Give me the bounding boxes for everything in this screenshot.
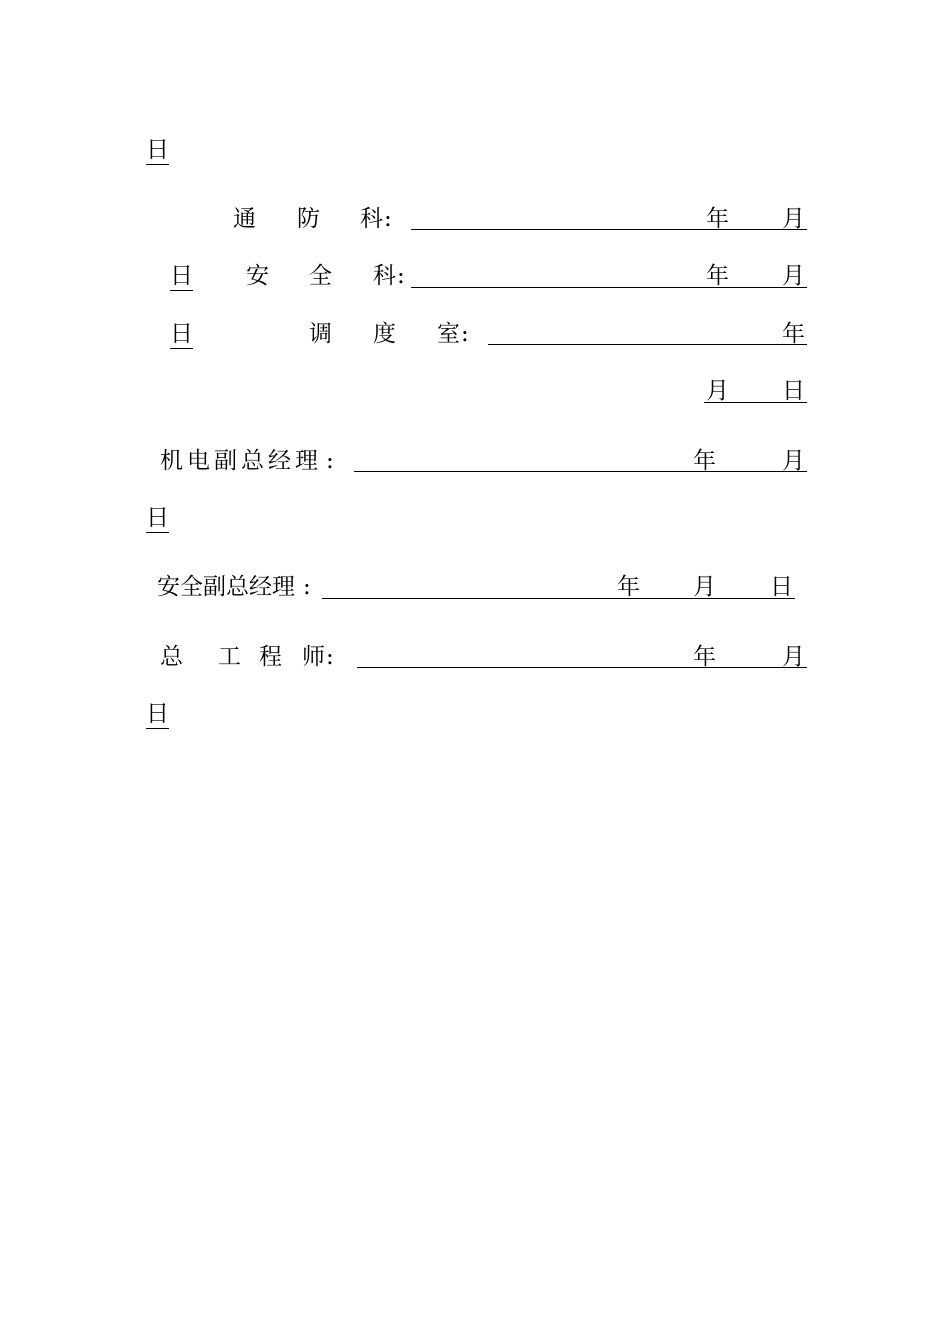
month-label: 月: [782, 263, 805, 289]
label-colon: :: [397, 263, 405, 289]
label-char-zong: 总: [160, 644, 183, 670]
day-label: 日: [170, 321, 193, 347]
year-label: 年: [693, 644, 716, 670]
signature-line[interactable]: [357, 667, 807, 668]
label-char-shi: 师: [302, 644, 325, 670]
signature-line[interactable]: [411, 229, 807, 230]
signature-line[interactable]: [354, 471, 807, 472]
label-char-an: 安: [246, 263, 269, 289]
day-label: 日: [770, 574, 793, 600]
month-label: 月: [782, 206, 805, 232]
label-char-quan: 全: [309, 263, 332, 289]
signature-line[interactable]: [411, 287, 807, 288]
label-char-cheng: 程: [259, 644, 282, 670]
year-label: 年: [782, 321, 805, 347]
label-char-ke: 科: [373, 263, 396, 289]
day-label: 日: [146, 701, 169, 727]
label-char-ke: 科: [360, 206, 383, 232]
label-colon: :: [326, 448, 334, 474]
label-char-du: 度: [373, 321, 396, 347]
day-label-top: 日: [146, 137, 169, 163]
label-colon: :: [303, 574, 311, 600]
month-label: 月: [782, 448, 805, 474]
year-label: 年: [706, 206, 729, 232]
month-label: 月: [706, 378, 729, 404]
label-char-shi: 室: [437, 321, 460, 347]
signature-line[interactable]: [488, 344, 807, 345]
signature-line[interactable]: [322, 598, 795, 599]
month-label: 月: [693, 574, 716, 600]
label-colon: :: [326, 644, 334, 670]
year-label: 年: [617, 574, 640, 600]
day-label: 日: [170, 263, 193, 289]
label-jidian: 机电副总经理: [160, 448, 322, 474]
label-anquan-fu: 安全副总经理: [157, 574, 295, 600]
label-colon: :: [461, 321, 469, 347]
year-label: 年: [693, 448, 716, 474]
day-label: 日: [782, 378, 805, 404]
year-label: 年: [706, 263, 729, 289]
label-char-gong: 工: [218, 644, 241, 670]
month-label: 月: [782, 644, 805, 670]
label-char-tong: 通: [233, 206, 256, 232]
label-char-fang: 防: [297, 206, 320, 232]
day-label: 日: [146, 505, 169, 531]
label-colon: :: [384, 206, 392, 232]
label-char-diao: 调: [309, 321, 332, 347]
